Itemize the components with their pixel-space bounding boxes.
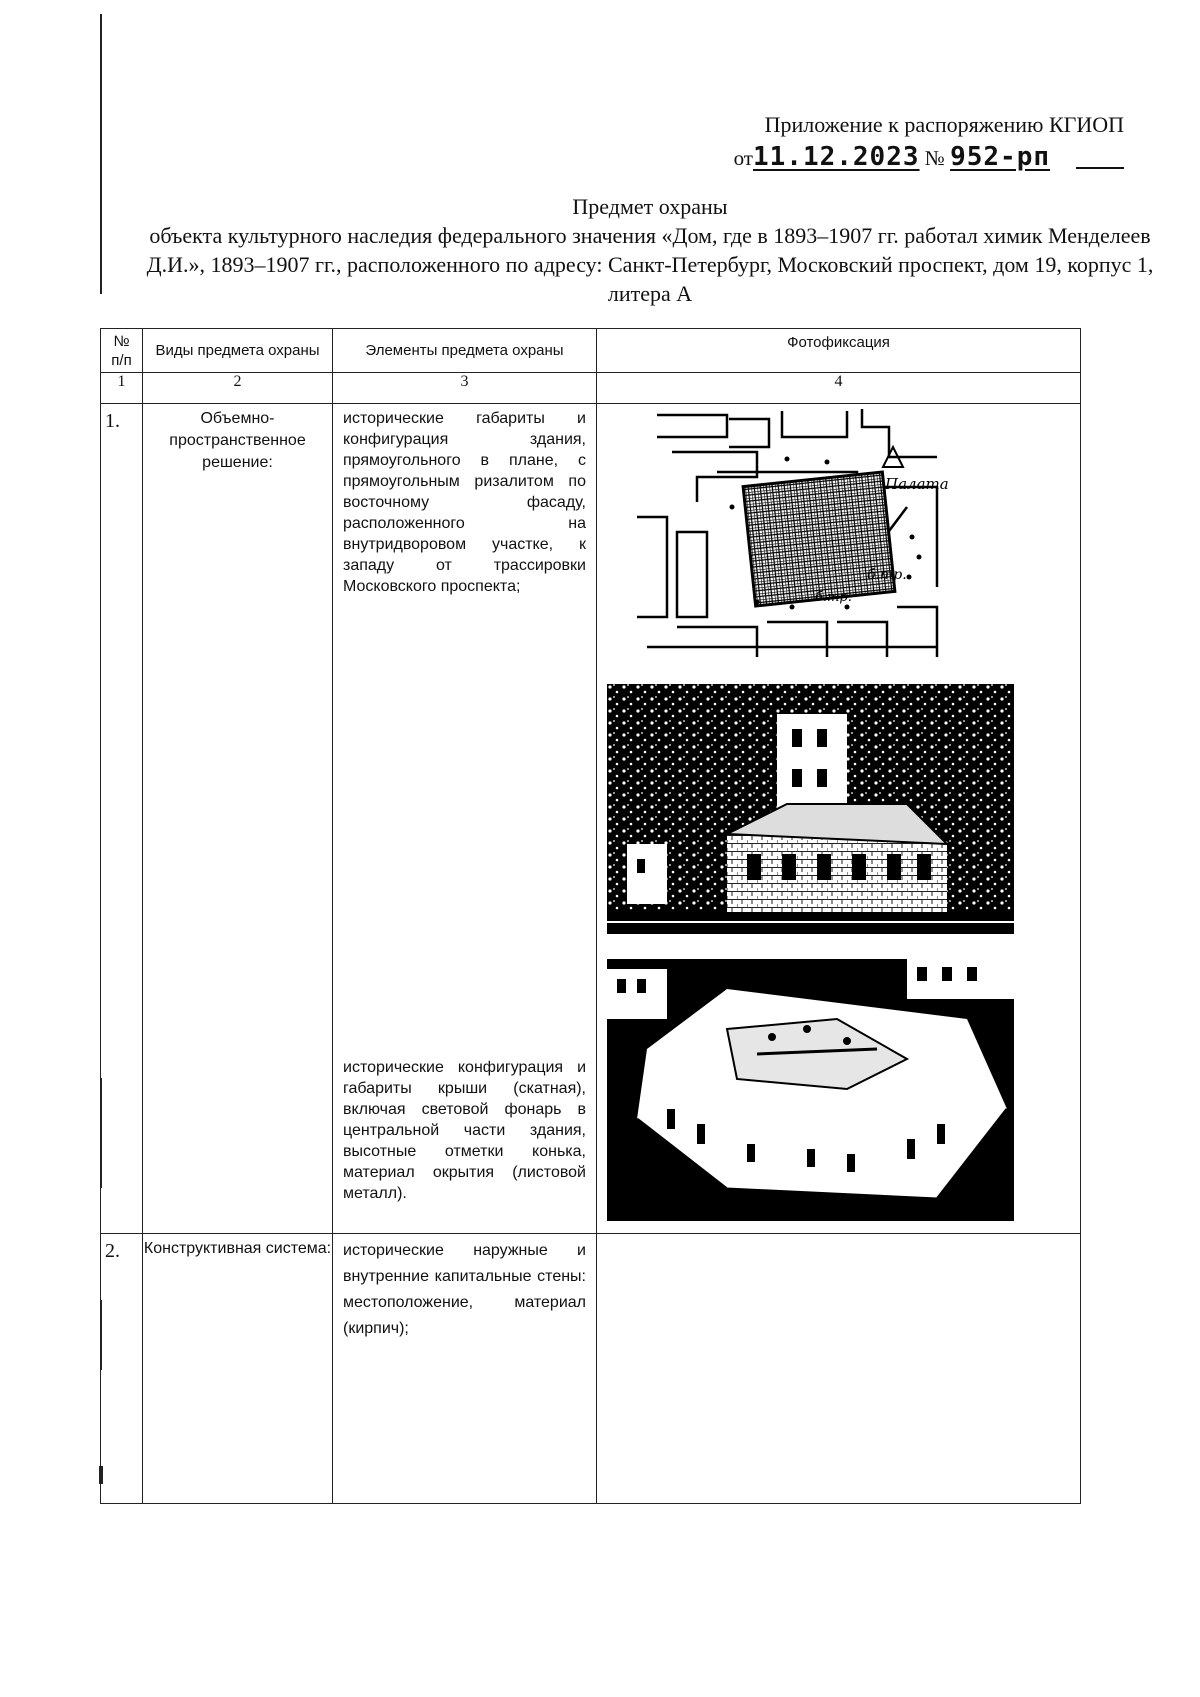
row-number: 1. (101, 404, 143, 1234)
row-kind: Объемно-пространственное решение: (143, 404, 333, 1234)
appendix-header (734, 111, 1124, 172)
header-kind: Виды предмета охраны (143, 329, 333, 373)
title-heading: Предмет охраны (572, 194, 728, 219)
header-elements: Элементы предмета охраны (333, 329, 597, 373)
table-row (101, 404, 1081, 1234)
table-header-row (101, 329, 1081, 373)
photo-cell (597, 404, 1081, 1234)
map-label-palata: Палата (885, 475, 949, 493)
order-number: 952-рп (950, 142, 1050, 172)
title-subject: объекта культурного наследия федерального значения «Дом, где в 1893–1907 гг. работал химик Менделеев Д.И.», 1893–1907 гг., расположенного по адресу: Санкт-Петербург, Московский проспект, дом 19, корпус 1, литера А (146, 223, 1154, 306)
column-number: 1 (101, 373, 143, 404)
protection-subject-table (100, 328, 1081, 1504)
element-text: исторические наружные и внутренние капитальные стены: местоположение, материал (кирпич); (343, 1242, 586, 1337)
photo-cell (597, 1234, 1081, 1504)
order-date: 11.12.2023 (752, 142, 920, 172)
row-kind: Конструктивная система: (143, 1234, 333, 1504)
order-from-label: от (733, 146, 753, 170)
facade-photo (607, 684, 1014, 934)
column-number-row (101, 373, 1081, 404)
column-number: 3 (333, 373, 597, 404)
header-num: № п/п (101, 329, 143, 373)
column-number: 4 (597, 373, 1081, 404)
scan-margin-line (100, 14, 102, 294)
map-label-btr: б.тр. (867, 567, 907, 583)
site-plan-map (637, 407, 949, 662)
table-row (101, 1234, 1081, 1504)
column-number: 2 (143, 373, 333, 404)
blank-underline (1076, 167, 1124, 169)
header-photo: Фотофиксация (597, 329, 1081, 373)
element-text-roof: исторические конфигурация и габариты крыши (скатная), включая световой фонарь в центральной части здания, высотные отметки конька, материал окрытия (листовой металл). (343, 1059, 586, 1202)
order-line (734, 143, 1124, 172)
order-number-sign: № (924, 146, 945, 170)
row-elements (333, 404, 597, 1234)
row-number: 2. (101, 1234, 143, 1504)
element-text: исторические габариты и конфигурация здания, прямоугольного в плане, с прямоугольным ризалитом по восточному фасаду, расположенного на внутридворовом участке, к западу от трассировки Московского проспекта; (343, 410, 586, 595)
map-label-btr: б.тр. (815, 590, 852, 605)
document-title (120, 192, 1180, 308)
appendix-line: Приложение к распоряжению КГИОП (764, 112, 1124, 137)
row-elements (333, 1234, 597, 1504)
aerial-roof-photo (607, 959, 1014, 1221)
